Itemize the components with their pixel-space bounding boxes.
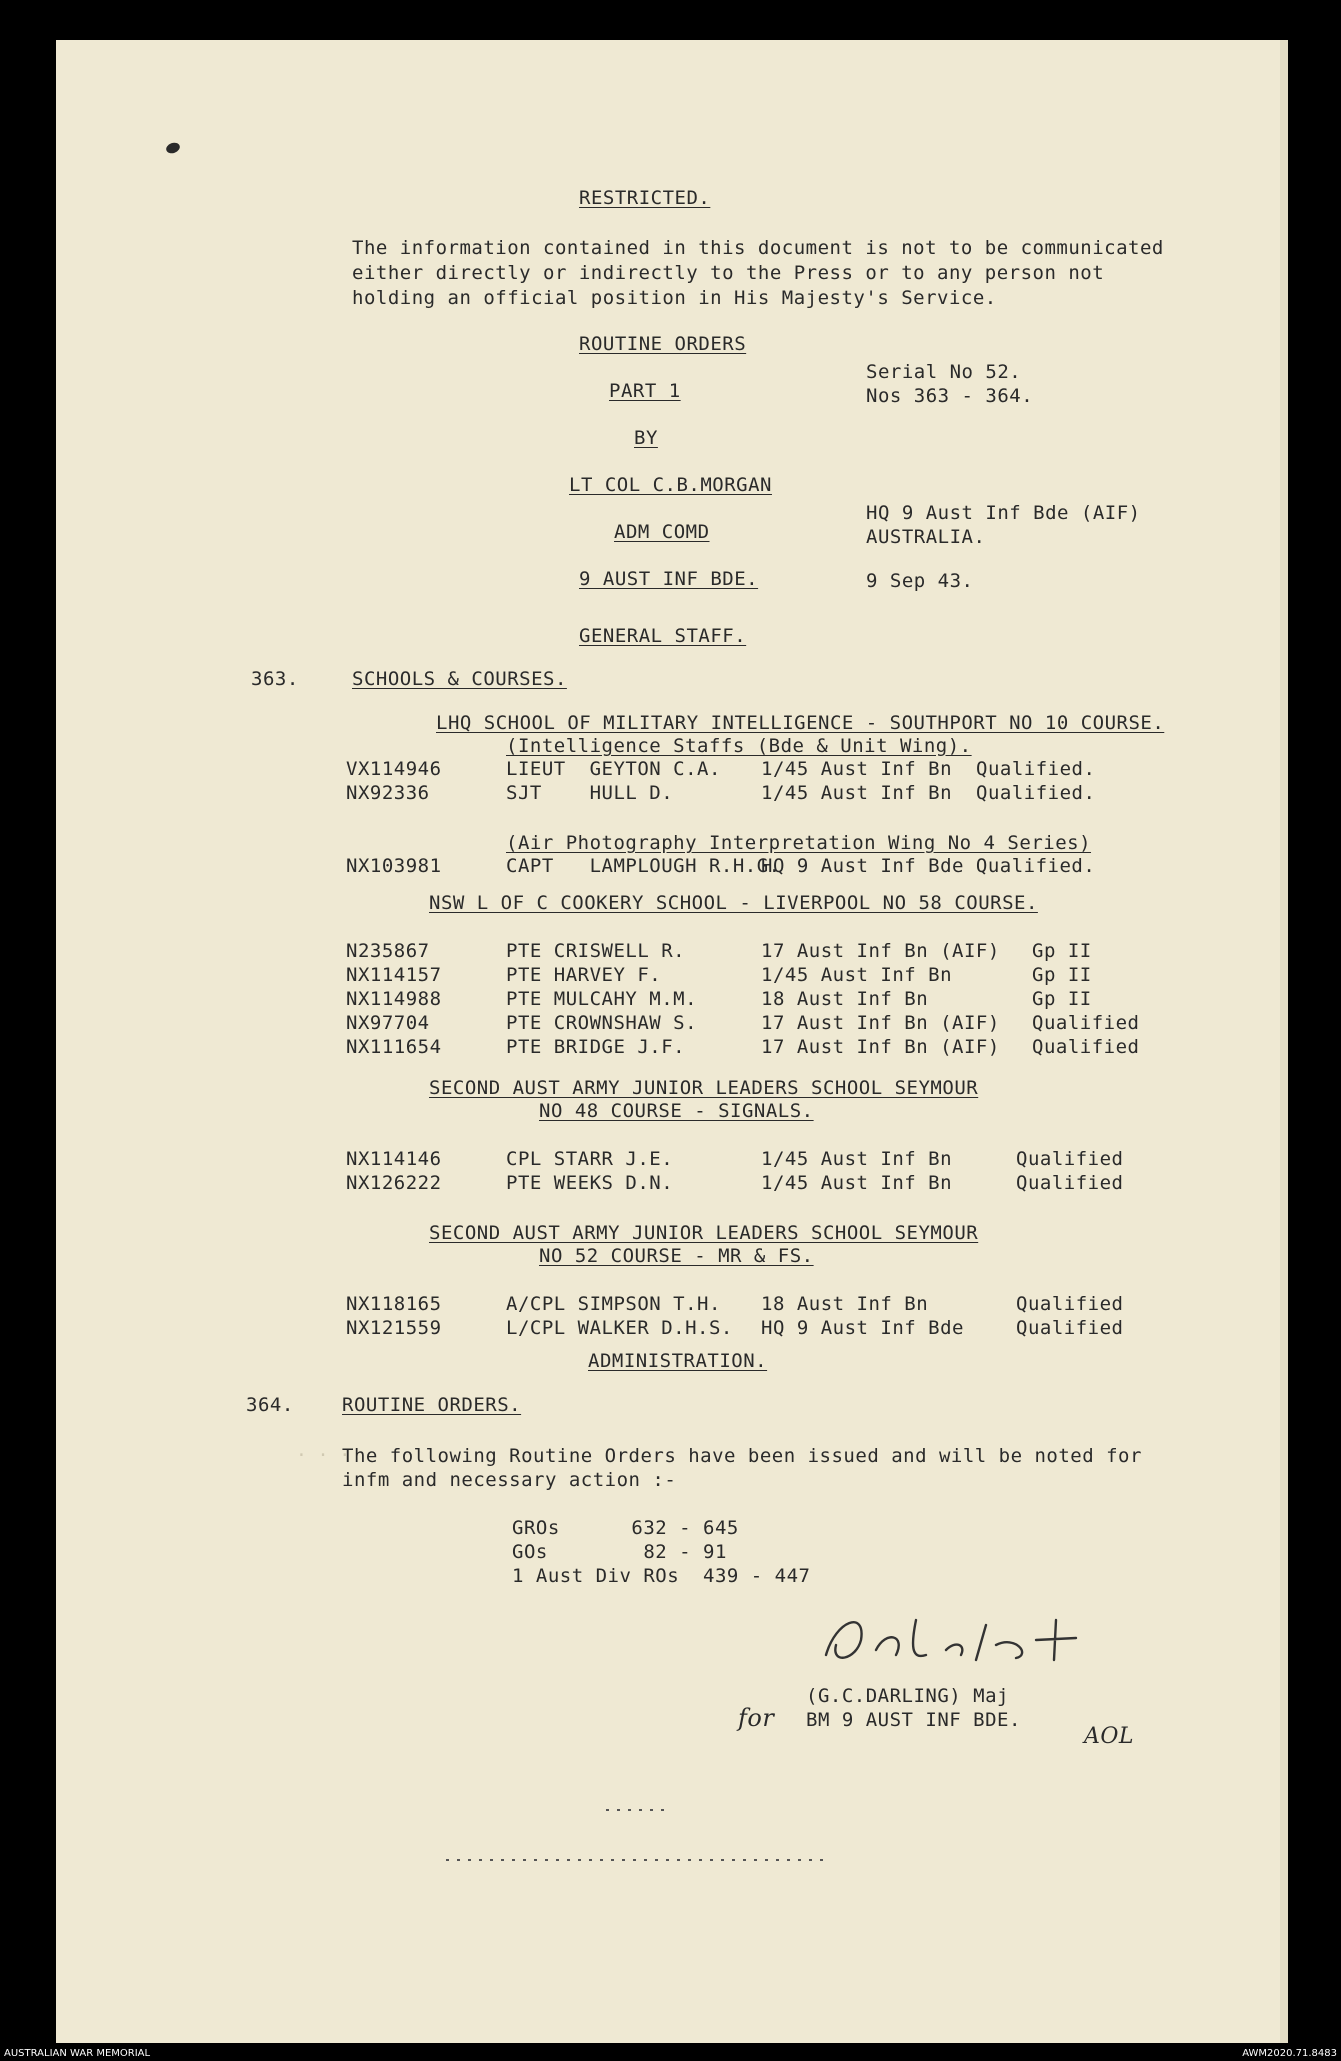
unit-name: 9 AUST INF BDE. (579, 568, 759, 590)
rank-name: A/CPL SIMPSON T.H. (506, 1293, 721, 1315)
course-subtitle: NO 48 COURSE - SIGNALS. (539, 1100, 814, 1122)
rank-name: SJT HULL D. (506, 782, 674, 804)
unit: HQ 9 Aust Inf Bde Qualified. (761, 855, 1096, 877)
unit: 1/45 Aust Inf Bn (761, 782, 953, 804)
rank-name: LIEUT GEYTON C.A. (506, 758, 721, 780)
course-subtitle: NO 52 COURSE - MR & FS. (539, 1245, 814, 1267)
item-title-364: ROUTINE ORDERS. (342, 1394, 522, 1416)
result: Qualified (1032, 1012, 1140, 1034)
result: Qualified (1016, 1148, 1124, 1170)
notice-line-2: either directly or indirectly to the Press or to any person not (352, 262, 1105, 284)
result: Qualified. (976, 782, 1096, 804)
footer-archive-label: AUSTRALIAN WAR MEMORIAL (4, 2048, 151, 2059)
course-subtitle: (Intelligence Staffs (Bde & Unit Wing). (506, 735, 972, 757)
rank-name: CAPT LAMPLOUGH R.H.G. (506, 855, 781, 877)
course-title: (Air Photography Interpretation Wing No 4 Series) (506, 832, 1092, 854)
service-no: NX114157 (346, 964, 442, 986)
rank-name: L/CPL WALKER D.H.S. (506, 1317, 733, 1339)
officer-role: ADM COMD (614, 521, 710, 543)
rank-name: PTE CRISWELL R. (506, 940, 686, 962)
result: Gp II (1032, 988, 1092, 1010)
course-title: LHQ SCHOOL OF MILITARY INTELLIGENCE - SOUTHPORT NO 10 COURSE. (436, 712, 1165, 734)
rank-name: PTE CROWNSHAW S. (506, 1012, 698, 1034)
order-nos: Nos 363 - 364. (866, 385, 1034, 407)
signatory-role: BM 9 AUST INF BDE. (806, 1709, 1021, 1731)
service-no: VX114946 (346, 758, 442, 780)
result: Qualified (1032, 1036, 1140, 1058)
unit: 17 Aust Inf Bn (AIF) (761, 1012, 1000, 1034)
general-staff-heading: GENERAL STAFF. (579, 625, 747, 647)
dotted-marks (426, 1800, 846, 1880)
result: Qualified (1016, 1293, 1124, 1315)
punch-hole (165, 141, 182, 155)
service-no: NX118165 (346, 1293, 442, 1315)
service-no: NX126222 (346, 1172, 442, 1194)
unit: 1/45 Aust Inf Bn (761, 758, 953, 780)
rank-name: PTE HARVEY F. (506, 964, 662, 986)
order-list-item: GOs 82 - 91 (512, 1541, 727, 1563)
unit: 18 Aust Inf Bn (761, 988, 929, 1010)
course-title: SECOND AUST ARMY JUNIOR LEADERS SCHOOL SEYMOUR (429, 1077, 979, 1099)
result: Qualified. (976, 758, 1096, 780)
notice-line-1: The information contained in this document is not to be communicated (352, 237, 1164, 259)
service-no: NX114988 (346, 988, 442, 1010)
administration-heading: ADMINISTRATION. (588, 1350, 768, 1372)
date: 9 Sep 43. (866, 570, 974, 592)
unit: 17 Aust Inf Bn (AIF) (761, 940, 1000, 962)
unit: HQ 9 Aust Inf Bde (761, 1317, 964, 1339)
unit: 17 Aust Inf Bn (AIF) (761, 1036, 1000, 1058)
rank-name: PTE MULCAHY M.M. (506, 988, 698, 1010)
handwritten-for: for (738, 1704, 775, 1732)
service-no: NX111654 (346, 1036, 442, 1058)
service-no: NX103981 (346, 855, 442, 877)
page-edge (1280, 40, 1288, 2043)
admin-text-line-2: infm and necessary action :- (342, 1469, 677, 1491)
item-title-363: SCHOOLS & COURSES. (352, 668, 567, 690)
by-label: BY (634, 427, 658, 449)
notice-line-3: holding an official position in His Majesty's Service. (352, 287, 997, 309)
rank-name: PTE WEEKS D.N. (506, 1172, 674, 1194)
unit: 1/45 Aust Inf Bn (761, 1172, 953, 1194)
signatory-name: (G.C.DARLING) Maj (806, 1685, 1009, 1707)
unit: 18 Aust Inf Bn (761, 1293, 929, 1315)
unit: 1/45 Aust Inf Bn (761, 1148, 953, 1170)
result: Qualified (1016, 1317, 1124, 1339)
course-title: NSW L OF C COOKERY SCHOOL - LIVERPOOL NO 58 COURSE. (429, 892, 1038, 914)
item-number-364: 364. (246, 1394, 294, 1416)
service-no: NX97704 (346, 1012, 430, 1034)
rank-name: CPL STARR J.E. (506, 1148, 674, 1170)
service-no: NX121559 (346, 1317, 442, 1339)
part-label: PART 1 (609, 380, 681, 402)
course-title: SECOND AUST ARMY JUNIOR LEADERS SCHOOL SEYMOUR (429, 1222, 979, 1244)
service-no: N235867 (346, 940, 430, 962)
footer-item-id: AWM2020.71.8483 (1242, 2048, 1337, 2059)
order-list-item: 1 Aust Div ROs 439 - 447 (512, 1565, 811, 1587)
service-no: NX92336 (346, 782, 430, 804)
serial-no: Serial No 52. (866, 361, 1022, 383)
handwritten-signature (816, 1600, 1136, 1690)
admin-text-line-1: The following Routine Orders have been issued and will be noted for (342, 1445, 1142, 1467)
document-page (56, 40, 1288, 2043)
officer-name: LT COL C.B.MORGAN (569, 474, 772, 496)
result: Gp II (1032, 964, 1092, 986)
classification: RESTRICTED. (579, 187, 711, 209)
service-no: NX114146 (346, 1148, 442, 1170)
location: AUSTRALIA. (866, 526, 986, 548)
doc-title: ROUTINE ORDERS (579, 333, 747, 355)
item-number-363: 363. (251, 668, 299, 690)
bleed-through: . . . (296, 1440, 351, 1461)
result: Qualified (1016, 1172, 1124, 1194)
rank-name: PTE BRIDGE J.F. (506, 1036, 686, 1058)
hq-address: HQ 9 Aust Inf Bde (AIF) (866, 502, 1141, 524)
result: Gp II (1032, 940, 1092, 962)
order-list-item: GROs 632 - 645 (512, 1517, 739, 1539)
handwritten-initials: AOL (1084, 1724, 1135, 1749)
unit: 1/45 Aust Inf Bn (761, 964, 953, 986)
